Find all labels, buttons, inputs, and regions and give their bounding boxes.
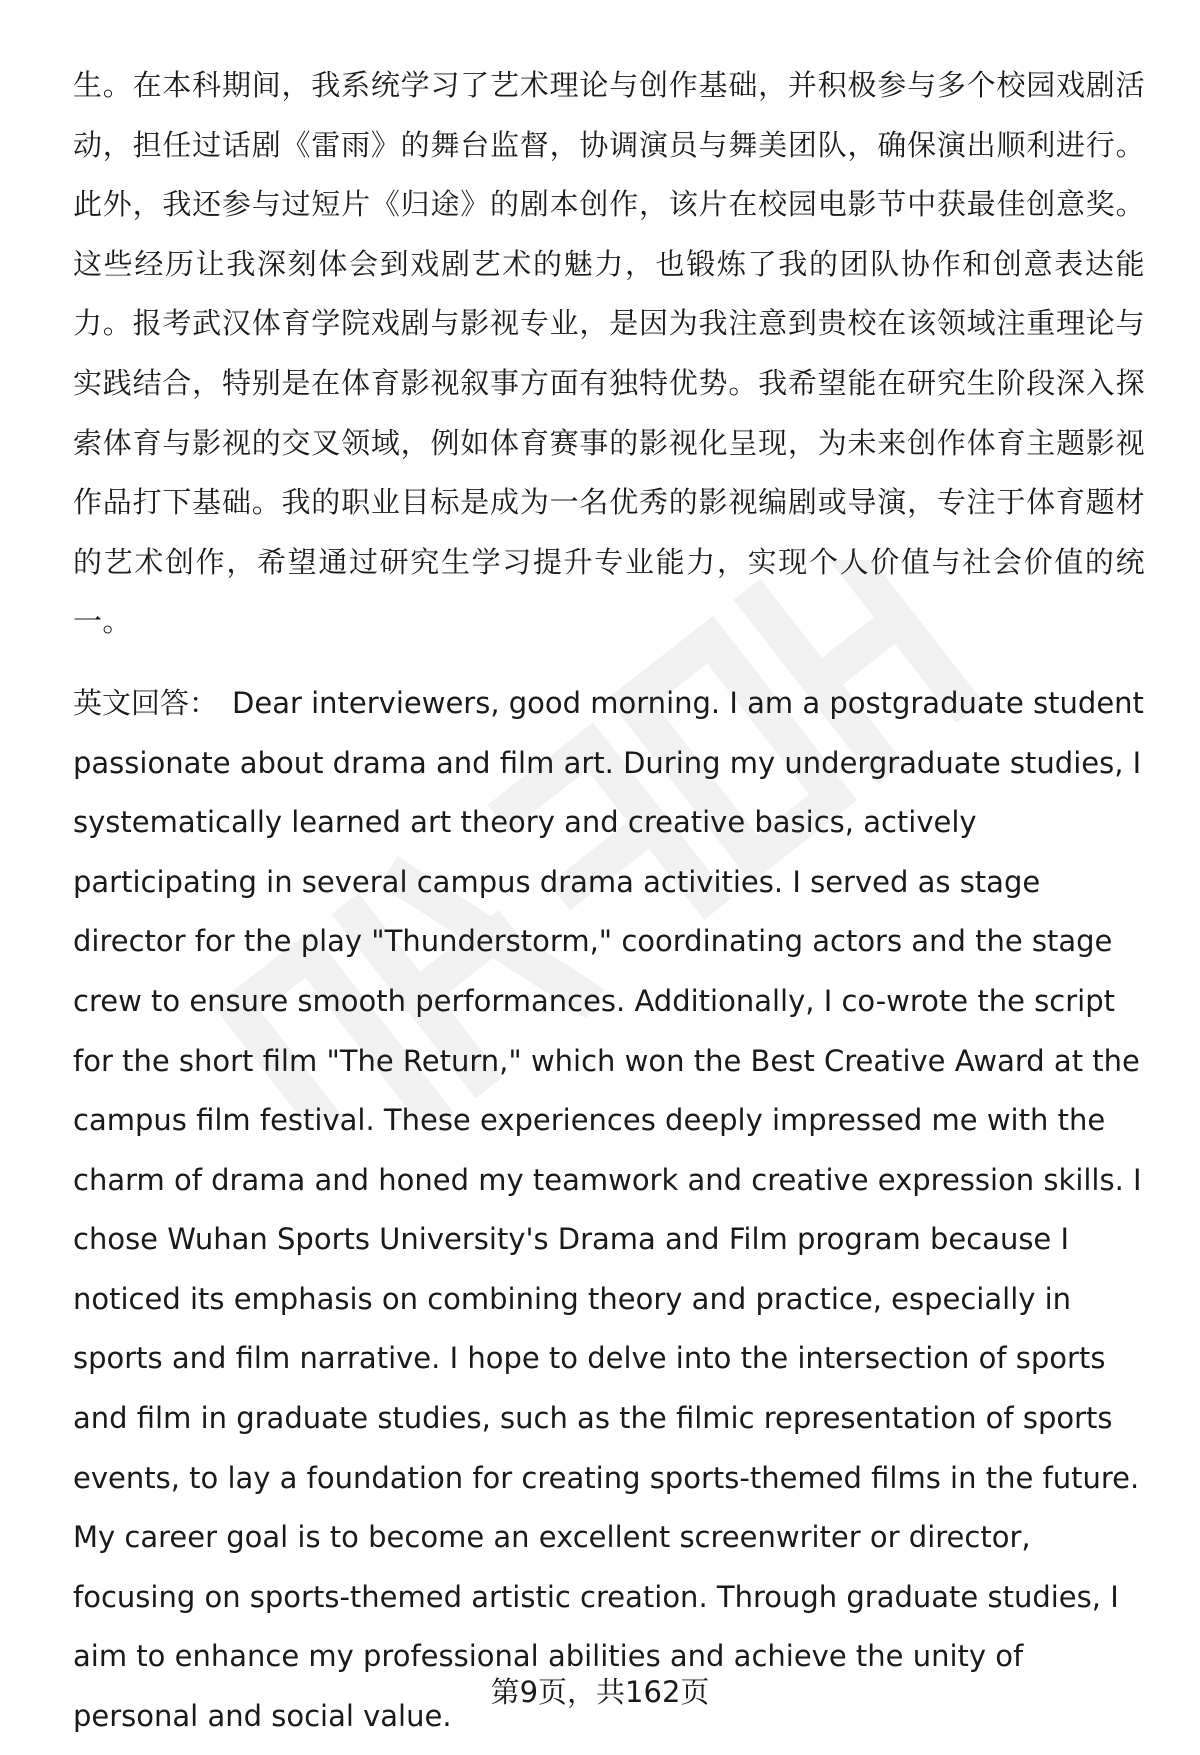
document-body: [73, 56, 1145, 1747]
chinese-paragraph: 生。在本科期间，我系统学习了艺术理论与创作基础，并积极参与多个校园戏剧活动，担任过话剧《雷雨》的舞台监督，协调演员与舞美团队，确保演出顺利进行。此外，我还参与过短片《归途》的剧本创作，该片在校园电影节中获最佳创意奖。这些经历让我深刻体会到戏剧艺术的魅力，也锻炼了我的团队协作和创意表达能力。报考武汉体育学院戏剧与影视专业，是因为我注意到贵校在该领域注重理论与实践结合，特别是在体育影视叙事方面有独特优势。我希望能在研究生阶段深入探索体育与影视的交叉领域，例如体育赛事的影视化呈现，为未来创作体育主题影视作品打下基础。我的职业目标是成为一名优秀的影视编剧或导演，专注于体育题材的艺术创作，希望通过研究生学习提升专业能力，实现个人价值与社会价值的统一。: [73, 68, 1145, 639]
english-answer-label: 英文回答：: [73, 685, 219, 720]
english-answer-text: Dear interviewers, good morning. I am a postgraduate student passionate about drama and film art. During my undergraduate studies, I systematically learned art theory and creative basics, actively participating in several campus drama activities. I served as stage director for the play "Thunderstorm," coordinating actors and the stage crew to ensure smooth performances. Additionally, I co-wrote the script for the short film "The Return," which won the Best Creative Award at the campus film festival. These experiences deeply impressed me with the charm of drama and honed my teamwork and creative expression skills. I chose Wuhan Sports University's Drama and Film program because I noticed its emphasis on combining theory and practice, especially in sports and film narrative. I hope to delve into the intersection of sports and film in graduate studies, such as the filmic representation of sports events, to lay a foundation for creating sports-themed films in the future. My career goal is to become an excellent screenwriter or director, focusing on sports-themed artistic creation. Through graduate studies, I aim to enhance my professional abilities and achieve the unity of personal and social value.: [73, 685, 1144, 1734]
english-answer-paragraph: [73, 674, 1145, 1747]
page-number-footer: 第9页，共162页: [490, 1675, 710, 1709]
